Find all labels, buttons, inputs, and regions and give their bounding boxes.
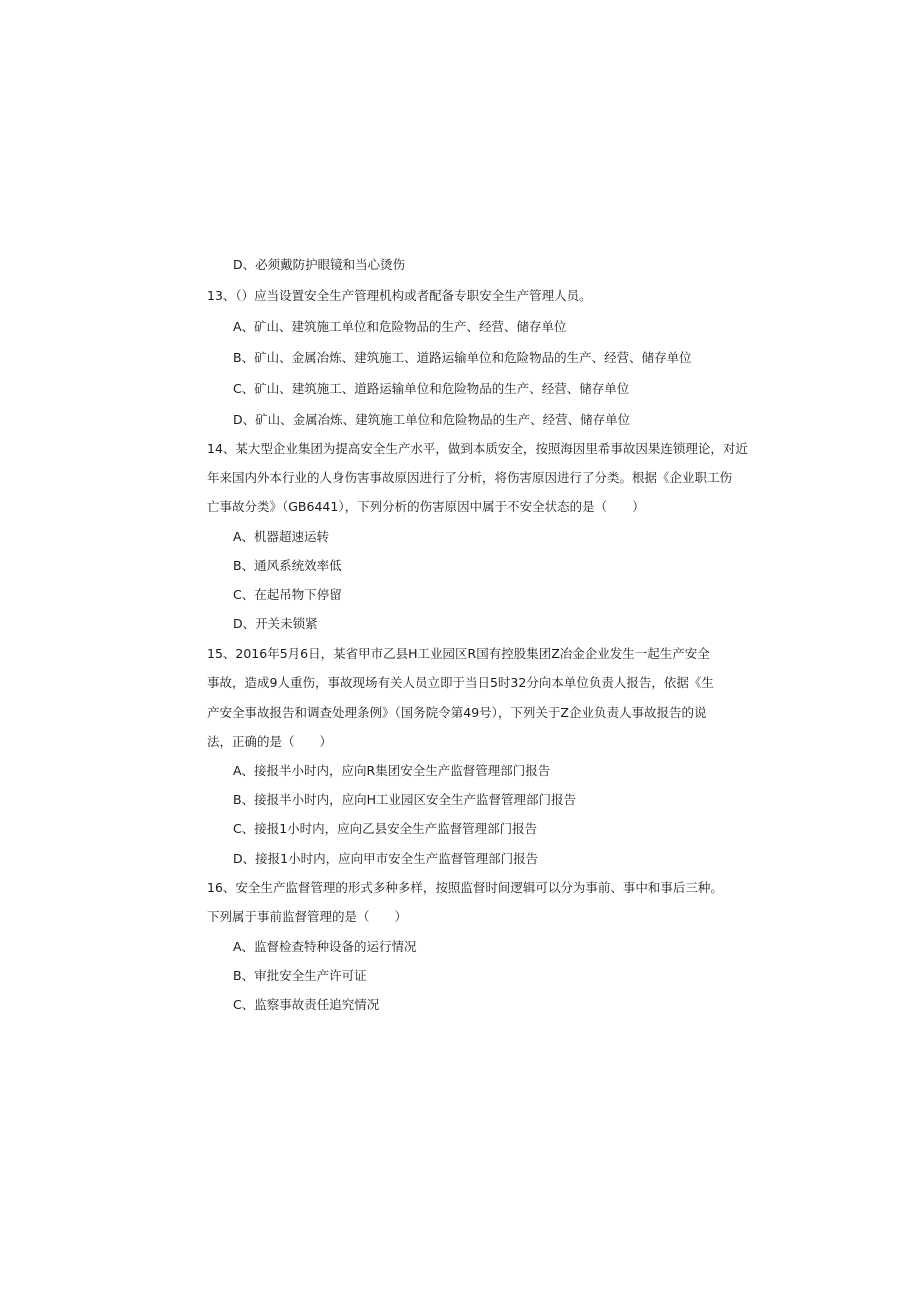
- option-15-b: B、接报半小时内，应向H工业园区安全生产监督管理部门报告: [233, 792, 576, 807]
- option-13-prev-d: D、必须戴防护眼镜和当心烫伤: [233, 257, 406, 272]
- question-14-line-3: 亡事故分类》（GB6441），下列分析的伤害原因中属于不安全状态的是（ ）: [207, 499, 645, 514]
- option-16-c: C、监察事故责任追究情况: [233, 997, 380, 1012]
- option-16-b: B、审批安全生产许可证: [233, 968, 367, 983]
- option-16-a: A、监督检查特种设备的运行情况: [233, 939, 417, 954]
- option-14-b: B、通风系统效率低: [233, 558, 342, 573]
- option-15-c: C、接报1小时内，应向乙县安全生产监督管理部门报告: [233, 821, 538, 836]
- option-14-d: D、开关未锁紧: [233, 616, 318, 631]
- option-14-c: C、在起吊物下停留: [233, 587, 342, 602]
- option-13-c: C、矿山、建筑施工、道路运输单位和危险物品的生产、经营、储存单位: [233, 381, 630, 396]
- question-16-line-1: 16、安全生产监督管理的形式多种多样，按照监督时间逻辑可以分为事前、事中和事后三种。: [207, 880, 723, 895]
- option-13-d: D、矿山、金属冶炼、建筑施工单位和危险物品的生产、经营、储存单位: [233, 412, 631, 427]
- question-14-line-2: 年来国内外本行业的人身伤害事故原因进行了分析，将伤害原因进行了分类。根据《企业职工伤: [207, 470, 733, 485]
- option-15-d: D、接报1小时内，应向甲市安全生产监督管理部门报告: [233, 851, 539, 866]
- option-15-a: A、接报半小时内，应向R集团安全生产监督管理部门报告: [233, 763, 551, 778]
- question-15-line-2: 事故，造成9人重伤，事故现场有关人员立即于当日5时32分向本单位负责人报告，依据《生: [207, 675, 714, 690]
- question-14-line-1: 14、某大型企业集团为提高安全生产水平，做到本质安全，按照海因里希事故因果连锁理论，对近: [207, 441, 748, 456]
- question-15-line-4: 法，正确的是（ ）: [207, 734, 333, 749]
- option-13-a: A、矿山、建筑施工单位和危险物品的生产、经营、储存单位: [233, 319, 567, 334]
- option-14-a: A、机器超速运转: [233, 529, 330, 544]
- question-13: 13、（）应当设置安全生产管理机构或者配备专职安全生产管理人员。: [207, 288, 592, 303]
- question-15-line-1: 15、2016年5月6日，某省甲市乙县H工业园区R国有控股集团Z冶金企业发生一起生产安全: [207, 646, 710, 661]
- option-13-b: B、矿山、金属冶炼、建筑施工、道路运输单位和危险物品的生产、经营、储存单位: [233, 350, 692, 365]
- question-15-line-3: 产安全事故报告和调查处理条例》（国务院令第49号），下列关于Z企业负责人事故报告的说: [207, 705, 707, 720]
- question-16-line-2: 下列属于事前监督管理的是（ ）: [207, 909, 408, 924]
